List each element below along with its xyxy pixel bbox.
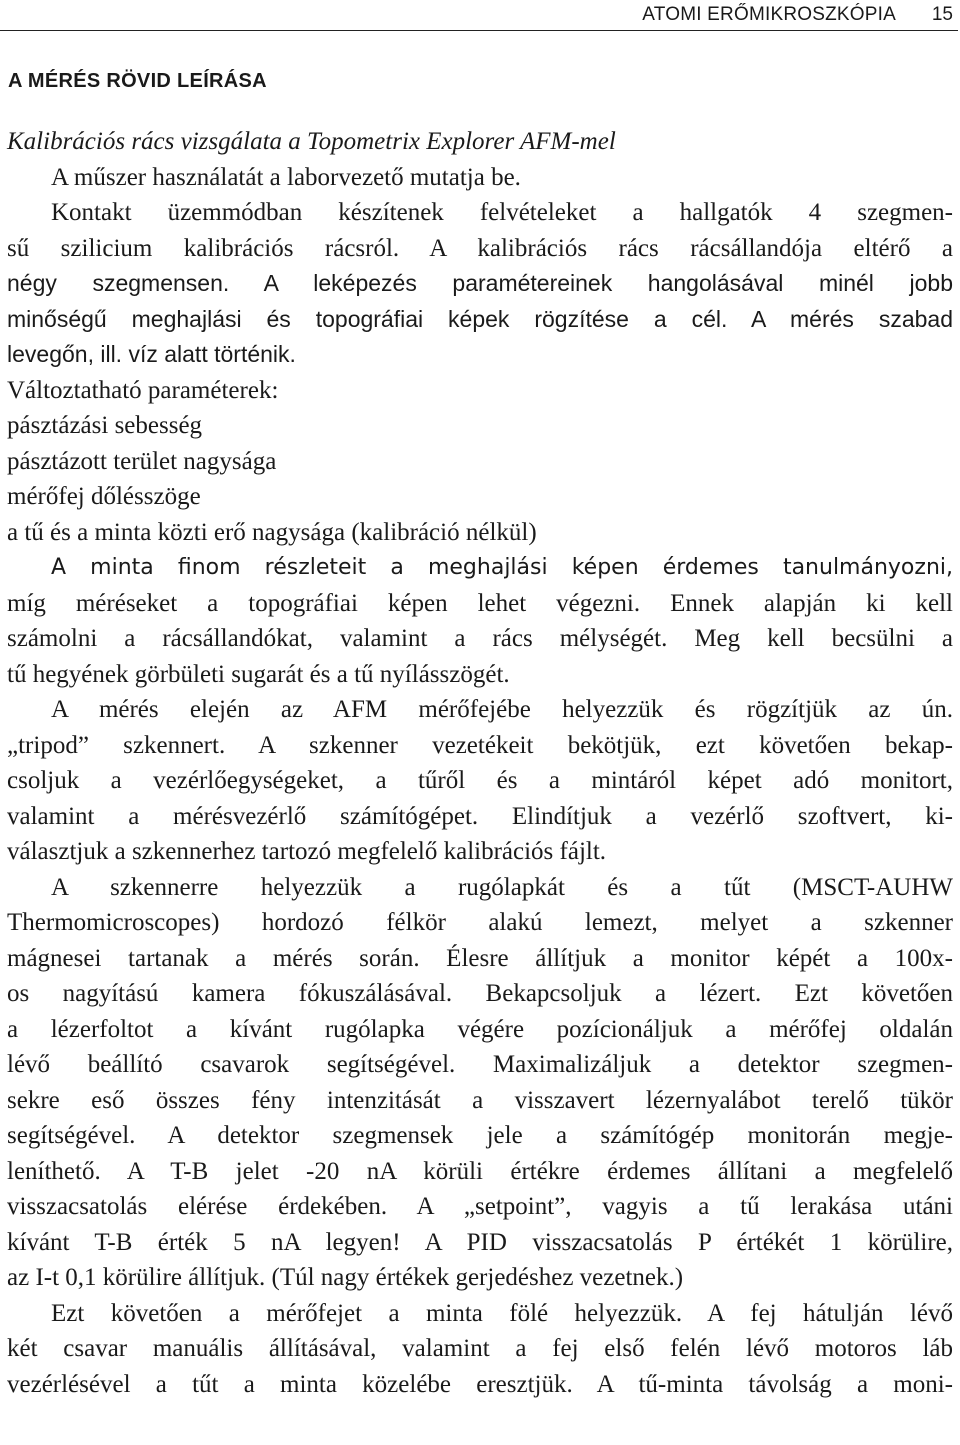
text-line: míg méréseket a topográfiai képen lehet végezni. Ennek alapján ki kell: [7, 589, 953, 617]
page-header: [0, 0, 958, 31]
text-line: A minta finom részleteit a meghajlási képen érdemes tanulmányozni,: [51, 555, 953, 580]
subsection-title: Kalibrációs rács vizsgálata a Topometrix Explorer AFM-mel: [7, 128, 616, 155]
text-line: minőségű meghajlási és topográfiai képek rögzítése a cél. A mérés szabad: [7, 305, 953, 332]
text-line: A szkennerre helyezzük a rugólapkát és a tűt (MSCT-AUHW: [51, 873, 953, 901]
page-number: 15: [931, 4, 953, 25]
text-line: vezérlésével a tűt a minta közelébe eresztjük. A tű-minta távolság a moni-: [7, 1370, 953, 1398]
text-line: „tripod” szkennert. A szkenner vezetékeit bekötjük, ezt követően bekap-: [7, 731, 953, 759]
text-line: Ezt követően a mérőfejet a minta fölé helyezzük. A fej hátulján lévő: [51, 1299, 953, 1327]
text-line: os nagyítású kamera fókuszálásával. Bekapcsoljuk a lézert. Ezt követően: [7, 980, 953, 1007]
text-line: Változtatható paraméterek:: [7, 376, 279, 404]
list-item: pásztázási sebesség: [7, 412, 203, 439]
text-line: mágnesei tartanak a mérés során. Élesre állítjuk a monitor képét a 100x-: [7, 944, 953, 972]
section-title: A MÉRÉS RÖVID LEÍRÁSA: [8, 70, 267, 92]
text-line: A mérés elején az AFM mérőfejébe helyezzük és rögzítjük az ún.: [51, 696, 953, 723]
text-line: az I-t 0,1 körülire állítjuk. (Túl nagy értékek gerjedéshez vezetnek.): [7, 1264, 684, 1291]
text-line: segítségével. A detektor szegmensek jele a számítógép monitorán megje-: [7, 1122, 953, 1149]
text-line: sű szilicium kalibrációs rácsról. A kalibrációs rács rácsállandója eltérő a: [7, 234, 953, 262]
text-line: leníthető. A T-B jelet -20 nA körüli értékre érdemes állítani a megfelelő: [7, 1157, 953, 1185]
text-line: sekre eső összes fény intenzitását a visszavert lézernyalábot terelő tükör: [7, 1086, 953, 1114]
list-item: a tű és a minta közti erő nagysága (kalibráció nélkül): [7, 518, 537, 546]
list-item: mérőfej dőlésszöge: [7, 483, 201, 510]
text-line: Kontakt üzemmódban készítenek felvételeket a hallgatók 4 szegmen-: [51, 199, 953, 226]
text-line: tű hegyének görbületi sugarát és a tű nyílásszögét.: [7, 660, 510, 688]
text-line: lévő beállító csavarok segítségével. Maximalizáljuk a detektor szegmen-: [7, 1051, 953, 1078]
text-line: kívánt T-B érték 5 nA legyen! A PID visszacsatolás P értékét 1 körülire,: [7, 1228, 953, 1256]
text-line: levegőn, ill. víz alatt történik.: [7, 341, 296, 367]
running-title: ATOMI ERŐMIKROSZKÓPIA: [642, 4, 896, 25]
text-line: csoljuk a vezérlőegységeket, a tűről és a mintáról képet adó monitort,: [7, 767, 953, 794]
text-line: számolni a rácsállandókat, valamint a rács mélységét. Meg kell becsülni a: [7, 625, 953, 652]
list-item: pásztázott terület nagysága: [7, 447, 277, 475]
text-line: valamint a mérésvezérlő számítógépet. Elindítjuk a vezérlő szoftvert, ki-: [7, 802, 953, 830]
text-line: két csavar manuális állításával, valamint a fej első felén lévő motoros láb: [7, 1335, 953, 1362]
text-line: négy szegmensen. A leképezés paramétereinek hangolásával minél jobb: [7, 270, 953, 296]
text-line: A műszer használatát a laborvezető mutatja be.: [51, 163, 521, 191]
text-line: választjuk a szkennerhez tartozó megfelelő kalibrációs fájlt.: [7, 838, 607, 865]
text-line: visszacsatolás elérése érdekében. A „setpoint”, vagyis a tű lerakása utáni: [7, 1193, 953, 1220]
text-line: a lézerfoltot a kívánt rugólapka végére pozícionáljuk a mérőfej oldalán: [7, 1015, 953, 1043]
text-line: Thermomicroscopes) hordozó félkör alakú lemezt, melyet a szkenner: [7, 909, 953, 936]
body-text: [7, 124, 953, 1402]
